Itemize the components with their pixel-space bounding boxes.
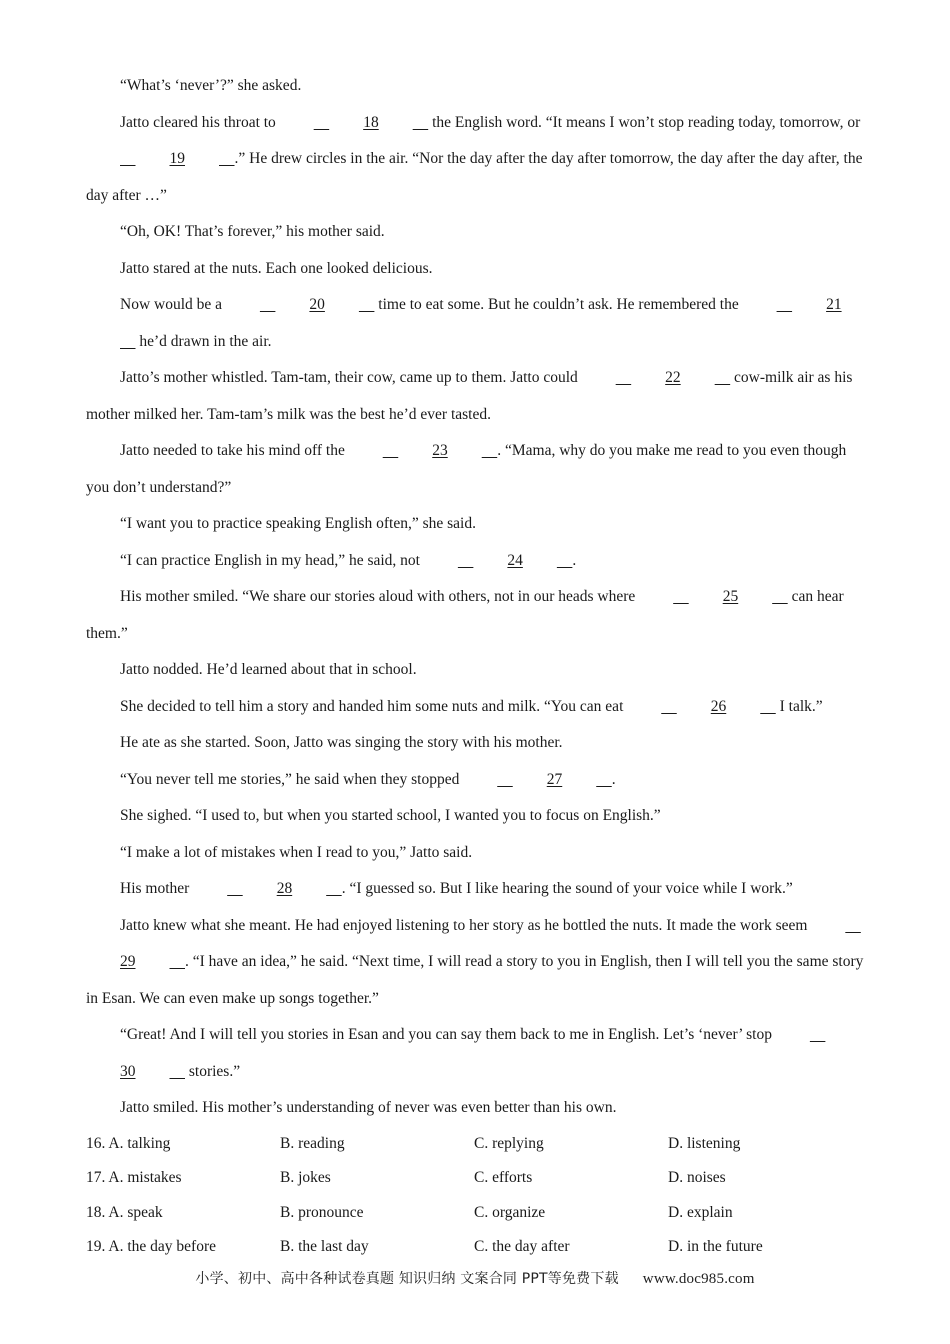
option-choice: B. reading [280,1134,345,1152]
paragraph-text: “I want you to practice speaking English often,” she said. [120,515,476,532]
passage-paragraph [86,360,866,433]
option-choice: D. explain [668,1203,733,1221]
passage-paragraph [86,1090,866,1127]
option-choice: B. pronounce [280,1203,364,1221]
passage-paragraph [86,689,866,726]
blank-number: 23 [432,442,448,459]
passage-paragraph [86,68,866,105]
paragraph-text: His mother smiled. “We share our stories aloud with others, not in our heads where [120,588,640,605]
option-choice: 16. A. talking [86,1134,171,1152]
blank-number: 18 [363,113,379,131]
paragraph-text: “What’s ‘never’?” she asked. [120,77,302,94]
footer-text: 小学、初中、高中各种试卷真题 知识归纳 文案合同 PPT等免费下载 [195,1271,619,1287]
paragraph-text: Jatto smiled. His mother’s understanding of never was even better than his own. [120,1099,617,1116]
blank-number: 27 [546,770,563,788]
paragraph-text: Jatto needed to take his mind off the [120,442,349,459]
paragraph-text: “Great! And I will tell you stories in Esan and you can say them back to me in English. Let’s ‘never’ stop [120,1026,776,1043]
document-page [86,68,866,1265]
passage-paragraph [86,725,866,762]
passage-paragraph [86,214,866,251]
passage-paragraph [86,251,866,288]
option-choice: D. in the future [668,1238,763,1255]
paragraph-text: He ate as she started. Soon, Jatto was singing the story with his mother. [120,734,563,751]
option-choice: 18. A. speak [86,1203,163,1221]
option-choice: C. organize [474,1203,546,1221]
option-row [86,1161,866,1196]
passage-paragraph [86,835,866,872]
paragraph-text: . [572,551,577,569]
blank-number: 21 [826,296,842,313]
paragraph-text: . “I have an idea,” he said. “Next time, I will read a story to you in English, then I will tell you the same story in Esan. We can even make up songs together.” [86,953,864,1007]
option-row [86,1127,866,1162]
footer-url[interactable]: www.doc985.com [642,1271,755,1287]
option-choice: C. replying [474,1134,544,1152]
option-choice: C. the day after [474,1238,570,1255]
paragraph-text: cow-milk air as his mother milked her. Tam-tam’s milk was the best he’d ever tasted. [86,369,853,423]
paragraph-text: Jatto knew what she meant. He had enjoyed listening to her story as he bottled the nuts. It made the work seem [120,916,812,934]
passage-paragraph [86,433,866,506]
passage [86,68,866,1127]
paragraph-text: .” He drew circles in the air. “Nor the day after the day after tomorrow, the day after the day after, the day after …” [86,150,863,204]
passage-paragraph [86,287,866,360]
paragraph-text: . “Mama, why do you make me read to you even though you don’t understand?” [86,442,847,496]
paragraph-text: Jatto cleared his throat to [120,113,280,131]
paragraph-text: “Oh, OK! That’s forever,” his mother said. [120,223,385,240]
answer-options [86,1127,866,1265]
option-choice: 17. A. mistakes [86,1169,182,1186]
blank-number: 30 [120,1062,136,1080]
paragraph-text: time to eat some. But he couldn’t ask. He remembered the [374,296,743,313]
option-row [86,1230,866,1265]
blank-number: 19 [169,150,185,167]
paragraph-text: She decided to tell him a story and handed him some nuts and milk. “You can eat [120,697,628,715]
paragraph-text: the English word. “It means I won’t stop reading today, tomorrow, or [428,113,861,131]
paragraph-text: Jatto stared at the nuts. Each one looked delicious. [120,259,433,277]
option-row [86,1196,866,1231]
page-footer [0,1268,950,1288]
paragraph-text: Jatto nodded. He’d learned about that in school. [120,661,417,678]
passage-paragraph [86,908,866,1018]
blank-number: 20 [309,296,325,313]
blank-number: 26 [710,697,727,715]
passage-paragraph [86,652,866,689]
option-choice: 19. A. the day before [86,1238,216,1255]
passage-paragraph [86,798,866,835]
option-choice: C. efforts [474,1169,533,1186]
paragraph-text: . [611,770,616,788]
passage-paragraph [86,506,866,543]
blank-number: 24 [507,551,523,569]
blank-number: 25 [722,588,739,605]
passage-paragraph [86,105,866,215]
blank-number: 22 [665,369,681,386]
paragraph-text: he’d drawn in the air. [135,332,272,350]
passage-paragraph [86,543,866,580]
paragraph-text: “I make a lot of mistakes when I read to you,” Jatto said. [120,843,473,861]
passage-paragraph [86,579,866,652]
blank-number: 29 [120,953,136,970]
option-choice: B. the last day [280,1238,369,1255]
blank-number: 28 [276,880,293,897]
paragraph-text: His mother [120,880,194,897]
paragraph-text: I talk.” [775,697,823,715]
paragraph-text: Jatto’s mother whistled. Tam-tam, their cow, came up to them. Jatto could [120,369,582,386]
option-choice: D. noises [668,1169,726,1186]
paragraph-text: stories.” [185,1062,241,1080]
paragraph-text: . “I guessed so. But I like hearing the sound of your voice while I work.” [341,880,793,897]
option-choice: B. jokes [280,1169,331,1186]
paragraph-text: can hear them.” [86,588,844,642]
passage-paragraph [86,871,866,908]
paragraph-text: “I can practice English in my head,” he said, not [120,551,424,569]
option-choice: D. listening [668,1134,741,1152]
paragraph-text: “You never tell me stories,” he said when they stopped [120,770,464,788]
paragraph-text: She sighed. “I used to, but when you started school, I wanted you to focus on English.” [120,807,661,824]
passage-paragraph [86,762,866,799]
paragraph-text: Now would be a [120,296,226,313]
passage-paragraph [86,1017,866,1090]
